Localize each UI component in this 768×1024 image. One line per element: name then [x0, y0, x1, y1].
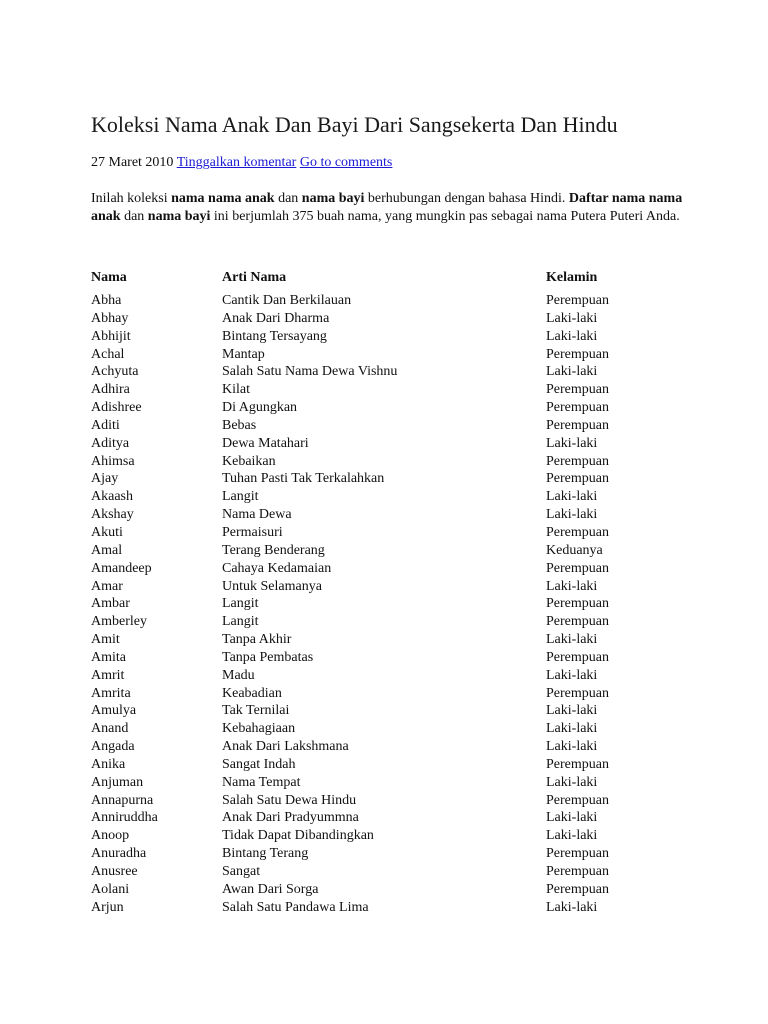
cell-arti-nama: Anak Dari Dharma: [222, 310, 330, 326]
article-date: 27 Maret 2010: [91, 155, 174, 170]
intro-paragraph: [91, 190, 691, 226]
cell-arti-nama: Tuhan Pasti Tak Terkalahkan: [222, 471, 385, 487]
intro-bold-text: Daftar nama nama anak: [91, 191, 683, 224]
names-table: [91, 268, 691, 917]
cell-nama: Amandeep: [91, 560, 152, 576]
cell-kelamin: Laki-laki: [546, 632, 598, 648]
table-row: [91, 702, 691, 720]
table-row: [91, 738, 691, 756]
intro-bold-text: nama nama anak: [171, 191, 275, 206]
table-row: [91, 560, 691, 578]
cell-kelamin: Laki-laki: [546, 328, 598, 344]
cell-nama: Aolani: [91, 881, 130, 897]
cell-arti-nama: Kebaikan: [222, 453, 276, 469]
cell-kelamin: Laki-laki: [546, 899, 598, 915]
table-row: [91, 578, 691, 596]
table-row: [91, 631, 691, 649]
cell-nama: Achyuta: [91, 364, 139, 380]
cell-kelamin: Laki-laki: [546, 721, 598, 737]
cell-nama: Abhijit: [91, 328, 131, 344]
intro-text: ini berjumlah 375 buah nama, yang mungkin pas sebagai nama Putera Puteri Anda.: [210, 209, 680, 224]
cell-arti-nama: Tanpa Akhir: [222, 632, 292, 648]
table-row: [91, 292, 691, 310]
cell-arti-nama: Tidak Dapat Dibandingkan: [222, 828, 374, 844]
table-row: [91, 649, 691, 667]
intro-bold-text: nama bayi: [301, 191, 365, 206]
cell-nama: Angada: [91, 739, 135, 755]
cell-kelamin: Perempuan: [546, 614, 609, 630]
header-nama: Nama: [91, 270, 127, 285]
cell-kelamin: Perempuan: [546, 596, 609, 612]
table-row: [91, 346, 691, 364]
table-row: [91, 774, 691, 792]
cell-kelamin: Laki-laki: [546, 507, 598, 523]
cell-kelamin: Keduanya: [546, 542, 603, 558]
cell-arti-nama: Awan Dari Sorga: [222, 881, 319, 897]
cell-arti-nama: Untuk Selamanya: [222, 578, 322, 594]
cell-nama: Amrit: [91, 667, 125, 683]
intro-text: dan: [274, 191, 302, 206]
cell-nama: Adhira: [91, 382, 130, 398]
cell-arti-nama: Dewa Matahari: [222, 435, 309, 451]
table-row: [91, 310, 691, 328]
header-arti-nama: Arti Nama: [222, 270, 287, 285]
cell-kelamin: Perempuan: [546, 524, 609, 540]
table-row: [91, 506, 691, 524]
table-header-row: [91, 268, 691, 292]
cell-arti-nama: Terang Benderang: [222, 542, 325, 558]
table-row: [91, 845, 691, 863]
table-row: [91, 613, 691, 631]
table-row: [91, 720, 691, 738]
cell-kelamin: Perempuan: [546, 649, 609, 665]
cell-arti-nama: Sangat Indah: [222, 756, 296, 772]
cell-arti-nama: Cahaya Kedamaian: [222, 560, 332, 576]
cell-kelamin: Perempuan: [546, 382, 609, 398]
table-row: [91, 542, 691, 560]
cell-kelamin: Laki-laki: [546, 364, 598, 380]
table-row: [91, 685, 691, 703]
cell-kelamin: Perempuan: [546, 881, 609, 897]
intro-text: dan: [120, 209, 148, 224]
cell-nama: Amita: [91, 649, 126, 665]
cell-kelamin: Laki-laki: [546, 774, 598, 790]
table-row: [91, 399, 691, 417]
cell-arti-nama: Bintang Tersayang: [222, 328, 327, 344]
cell-nama: Anand: [91, 721, 129, 737]
cell-nama: Anuradha: [91, 846, 147, 862]
cell-arti-nama: Tak Ternilai: [222, 703, 290, 719]
cell-arti-nama: Nama Tempat: [222, 774, 301, 790]
table-row: [91, 756, 691, 774]
cell-kelamin: Laki-laki: [546, 310, 598, 326]
cell-kelamin: Laki-laki: [546, 703, 598, 719]
cell-kelamin: Laki-laki: [546, 828, 598, 844]
cell-arti-nama: Salah Satu Nama Dewa Vishnu: [222, 364, 398, 380]
table-row: [91, 595, 691, 613]
leave-comment-link[interactable]: Tinggalkan komentar: [176, 155, 297, 170]
cell-kelamin: Perempuan: [546, 864, 609, 879]
cell-kelamin: Perempuan: [546, 685, 609, 701]
table-row: [91, 470, 691, 488]
cell-arti-nama: Langit: [222, 596, 259, 612]
cell-arti-nama: Anak Dari Pradyummna: [222, 810, 359, 826]
table-row: [91, 667, 691, 685]
cell-nama: Adishree: [91, 400, 142, 416]
cell-arti-nama: Bebas: [222, 417, 257, 433]
cell-kelamin: Perempuan: [546, 792, 609, 808]
cell-arti-nama: Kilat: [222, 382, 250, 398]
cell-nama: Abhay: [91, 310, 129, 326]
cell-arti-nama: Anak Dari Lakshmana: [222, 739, 349, 755]
table-row: [91, 899, 691, 917]
table-row: [91, 488, 691, 506]
table-row: [91, 328, 691, 346]
cell-kelamin: Laki-laki: [546, 489, 598, 505]
article-meta: [91, 155, 392, 171]
table-row: [91, 809, 691, 827]
cell-arti-nama: Bintang Terang: [222, 846, 309, 862]
cell-arti-nama: Madu: [222, 667, 255, 683]
cell-arti-nama: Mantap: [222, 346, 265, 362]
cell-nama: Aditya: [91, 435, 130, 451]
cell-nama: Anika: [91, 756, 126, 772]
cell-nama: Amulya: [91, 703, 137, 719]
cell-kelamin: Laki-laki: [546, 578, 598, 594]
table-row: [91, 381, 691, 399]
cell-arti-nama: Di Agungkan: [222, 400, 298, 416]
cell-nama: Anusree: [91, 864, 138, 879]
cell-arti-nama: Salah Satu Dewa Hindu: [222, 792, 357, 808]
table-row: [91, 881, 691, 899]
cell-arti-nama: Sangat: [222, 864, 261, 879]
cell-kelamin: Perempuan: [546, 846, 609, 862]
go-to-comments-link[interactable]: Go to comments: [299, 155, 393, 170]
cell-arti-nama: Langit: [222, 614, 259, 630]
cell-kelamin: Laki-laki: [546, 810, 598, 826]
cell-nama: Arjun: [91, 899, 124, 915]
cell-arti-nama: Nama Dewa: [222, 507, 292, 523]
cell-arti-nama: Langit: [222, 489, 259, 505]
cell-kelamin: Perempuan: [546, 417, 609, 433]
cell-kelamin: Laki-laki: [546, 739, 598, 755]
table-row: [91, 863, 691, 881]
cell-kelamin: Perempuan: [546, 293, 609, 308]
cell-kelamin: Laki-laki: [546, 435, 598, 451]
cell-kelamin: Perempuan: [546, 346, 609, 362]
header-kelamin: Kelamin: [546, 270, 598, 285]
cell-kelamin: Perempuan: [546, 560, 609, 576]
cell-nama: Aditi: [91, 417, 120, 433]
table-row: [91, 524, 691, 542]
cell-nama: Ahimsa: [91, 453, 135, 469]
cell-kelamin: Perempuan: [546, 756, 609, 772]
cell-arti-nama: Cantik Dan Berkilauan: [222, 293, 352, 308]
table-row: [91, 435, 691, 453]
cell-nama: Akaash: [91, 489, 133, 505]
intro-text: Inilah koleksi: [91, 191, 172, 206]
cell-nama: Amit: [91, 632, 120, 648]
cell-nama: Ambar: [91, 596, 130, 612]
table-row: [91, 827, 691, 845]
table-row: [91, 453, 691, 471]
cell-nama: Achal: [91, 346, 125, 362]
table-row: [91, 417, 691, 435]
cell-arti-nama: Permaisuri: [222, 524, 283, 540]
intro-text: berhubungan dengan bahasa Hindi.: [364, 191, 569, 206]
cell-arti-nama: Salah Satu Pandawa Lima: [222, 899, 369, 915]
cell-arti-nama: Keabadian: [222, 685, 282, 701]
cell-nama: Amrita: [91, 685, 131, 701]
cell-arti-nama: Tanpa Pembatas: [222, 649, 314, 665]
cell-nama: Amar: [91, 578, 123, 594]
cell-kelamin: Perempuan: [546, 453, 609, 469]
cell-nama: Anjuman: [91, 774, 144, 790]
table-row: [91, 363, 691, 381]
article-title: Koleksi Nama Anak Dan Bayi Dari Sangsekerta Dan Hindu: [91, 112, 618, 137]
cell-nama: Amal: [91, 542, 123, 558]
cell-kelamin: Laki-laki: [546, 667, 598, 683]
cell-nama: Anoop: [91, 828, 130, 844]
intro-bold-text: nama bayi: [147, 209, 211, 224]
cell-nama: Akshay: [91, 507, 134, 523]
cell-nama: Akuti: [91, 524, 123, 540]
table-row: [91, 792, 691, 810]
cell-nama: Ajay: [91, 471, 119, 487]
cell-nama: Anniruddha: [91, 810, 158, 826]
cell-nama: Abha: [91, 293, 122, 308]
cell-arti-nama: Kebahagiaan: [222, 721, 296, 737]
cell-kelamin: Perempuan: [546, 471, 609, 487]
cell-kelamin: Perempuan: [546, 400, 609, 416]
cell-nama: Annapurna: [91, 792, 154, 808]
cell-nama: Amberley: [91, 614, 147, 630]
